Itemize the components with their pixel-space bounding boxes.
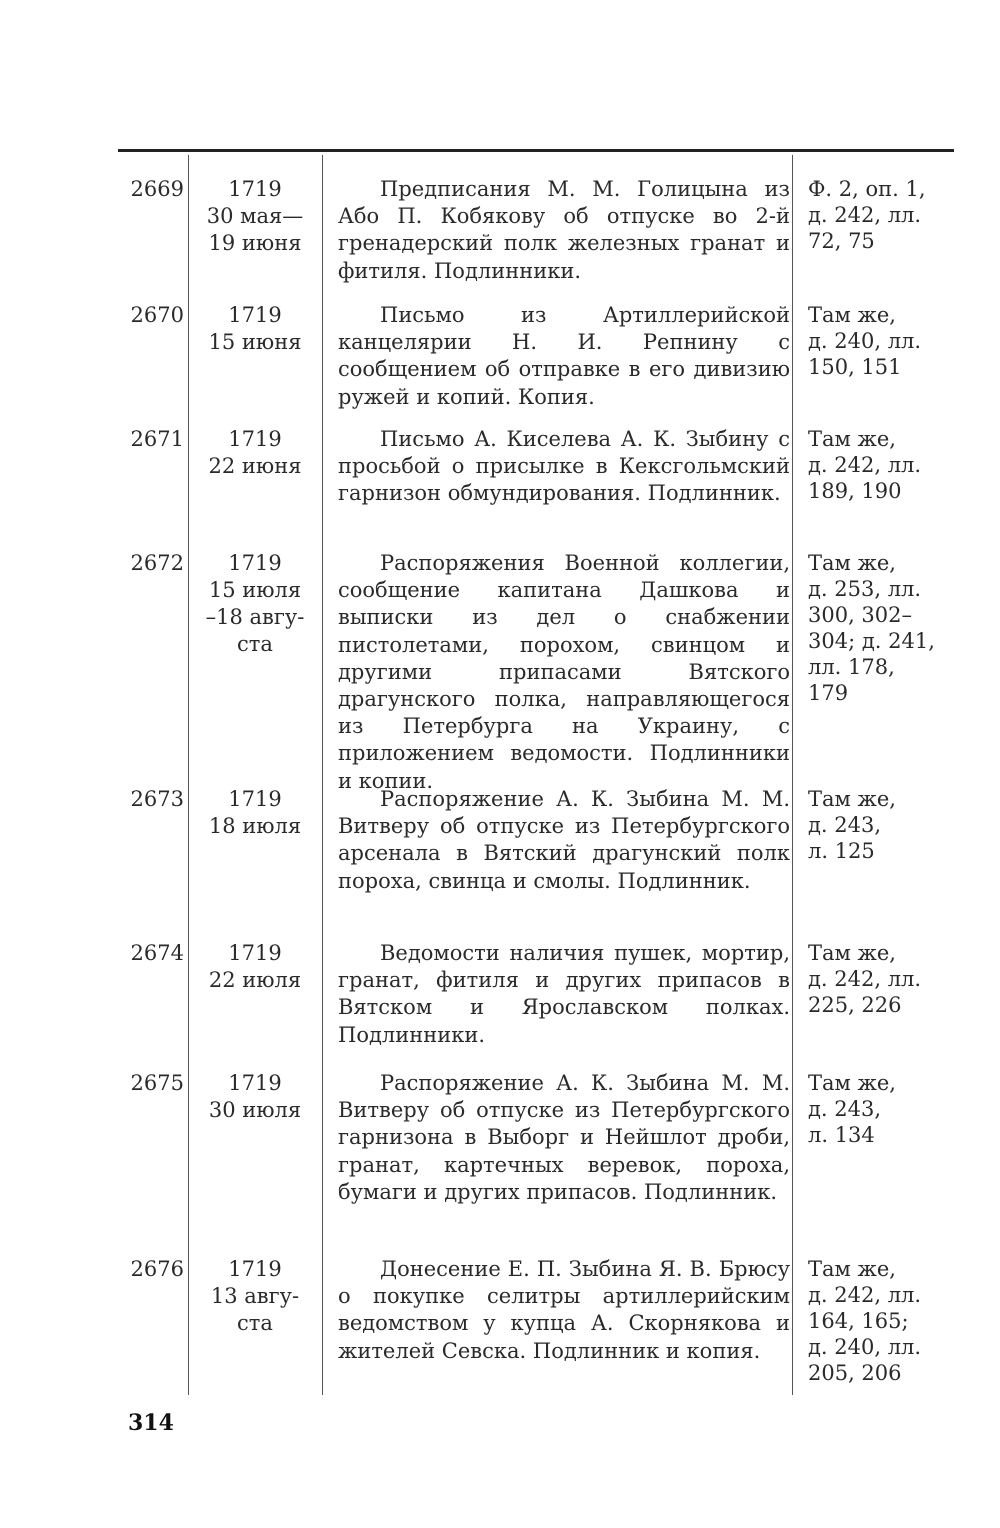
entry-reference: Ф. 2, оп. 1, д. 242, лл. 72, 75 — [808, 177, 926, 253]
date-line: 1719 — [228, 303, 282, 327]
entry-reference: Там же, д. 243, л. 125 — [808, 787, 896, 863]
date-line: ста — [237, 1311, 273, 1335]
entry-number: 2671 — [130, 427, 184, 451]
column-divider-number-date — [188, 155, 189, 1395]
top-rule — [118, 149, 954, 152]
entry-reference: Там же, д. 242, лл. 164, 165; д. 240, лл. 205, 206 — [808, 1257, 922, 1385]
entry-date — [190, 940, 320, 994]
entry-number: 2676 — [130, 1257, 184, 1281]
entry-reference: Там же, д. 242, лл. 225, 226 — [808, 941, 922, 1017]
date-line: 18 июля — [208, 814, 302, 838]
date-line: 1719 — [228, 941, 282, 965]
entry-number: 2673 — [130, 787, 184, 811]
entry-description: Распоряжение А. К. Зыбина М. М. Витверу об отпуске из Петербургского арсенала в Вятский драгунский полк пороха, свинца и смолы. Подлинник. — [338, 787, 790, 893]
date-line: 22 июля — [208, 968, 302, 992]
date-line: 13 авгу- — [210, 1284, 300, 1308]
entry-date — [190, 302, 320, 356]
entry-date — [190, 786, 320, 840]
date-line: 1719 — [228, 1071, 282, 1095]
entry-date — [190, 1256, 320, 1337]
entry-description: Распоряжение А. К. Зыбина М. М. Витверу об отпуске из Петербургского гарнизона в Выборг и Нейшлот дроби, гранат, картечных веревок, пороха, бумаги и других припасов. Подлинник. — [338, 1071, 790, 1204]
column-divider-date-description — [322, 155, 323, 1395]
entry-number: 2669 — [130, 177, 184, 201]
entry-reference: Там же, д. 240, лл. 150, 151 — [808, 303, 922, 379]
date-line: 1719 — [228, 177, 282, 201]
entry-date — [190, 550, 320, 658]
page-number: 314 — [128, 1410, 174, 1436]
entry-number: 2674 — [130, 941, 184, 965]
entry-reference: Там же, д. 242, лл. 189, 190 — [808, 427, 922, 503]
entry-description: Распоряжения Военной коллегии, сообщение капитана Дашкова и выписки из дел о снабжении пистолетами, порохом, свинцом и другими припасами Вятского драгунского полка, направляющегося из Петербурга на Украину, с приложением ведомости. Подлинники и копии. — [338, 551, 790, 793]
entry-description: Ведомости наличия пушек, мортир, гранат, фитиля и других припасов в Вятском и Ярославском полках. Подлинники. — [338, 941, 790, 1047]
entry-description: Предписания М. М. Голицына из Або П. Кобякову об отпуске во 2-й гренадерский полк железных гранат и фитиля. Подлинники. — [338, 177, 790, 283]
date-line: 1719 — [228, 427, 282, 451]
date-line: –18 авгу- — [205, 605, 305, 629]
column-divider-description-reference — [792, 155, 793, 1395]
date-line: 30 июля — [208, 1098, 302, 1122]
entry-reference: Там же, д. 253, лл. 300, 302– 304; д. 241, лл. 178, 179 — [808, 551, 935, 705]
date-line: 15 июня — [208, 330, 302, 354]
date-line: ста — [237, 632, 273, 656]
date-line: 1719 — [228, 1257, 282, 1281]
date-line: 22 июня — [208, 454, 302, 478]
entry-number: 2675 — [130, 1071, 184, 1095]
date-line: 19 июня — [208, 231, 302, 255]
entry-number: 2670 — [130, 303, 184, 327]
entry-number: 2672 — [130, 551, 184, 575]
date-line: 15 июля — [208, 578, 302, 602]
entry-description: Письмо из Артиллерийской канцелярии Н. И. Репнину с сообщением об отправке в его дивизию ружей и копий. Копия. — [338, 303, 790, 409]
date-line: 1719 — [228, 787, 282, 811]
entry-date — [190, 1070, 320, 1124]
date-line: 30 мая— — [206, 204, 304, 228]
entry-reference: Там же, д. 243, л. 134 — [808, 1071, 896, 1147]
date-line: 1719 — [228, 551, 282, 575]
entry-date — [190, 426, 320, 480]
entry-description: Донесение Е. П. Зыбина Я. В. Брюсу о покупке селитры артиллерийским ведомством у купца А. Скорнякова и жителей Севска. Подлинник и копия. — [338, 1257, 790, 1363]
entry-date — [190, 176, 320, 257]
entry-description: Письмо А. Киселева А. К. Зыбину с просьбой о присылке в Кексгольмский гарнизон обмундирования. Подлинник. — [338, 427, 790, 506]
